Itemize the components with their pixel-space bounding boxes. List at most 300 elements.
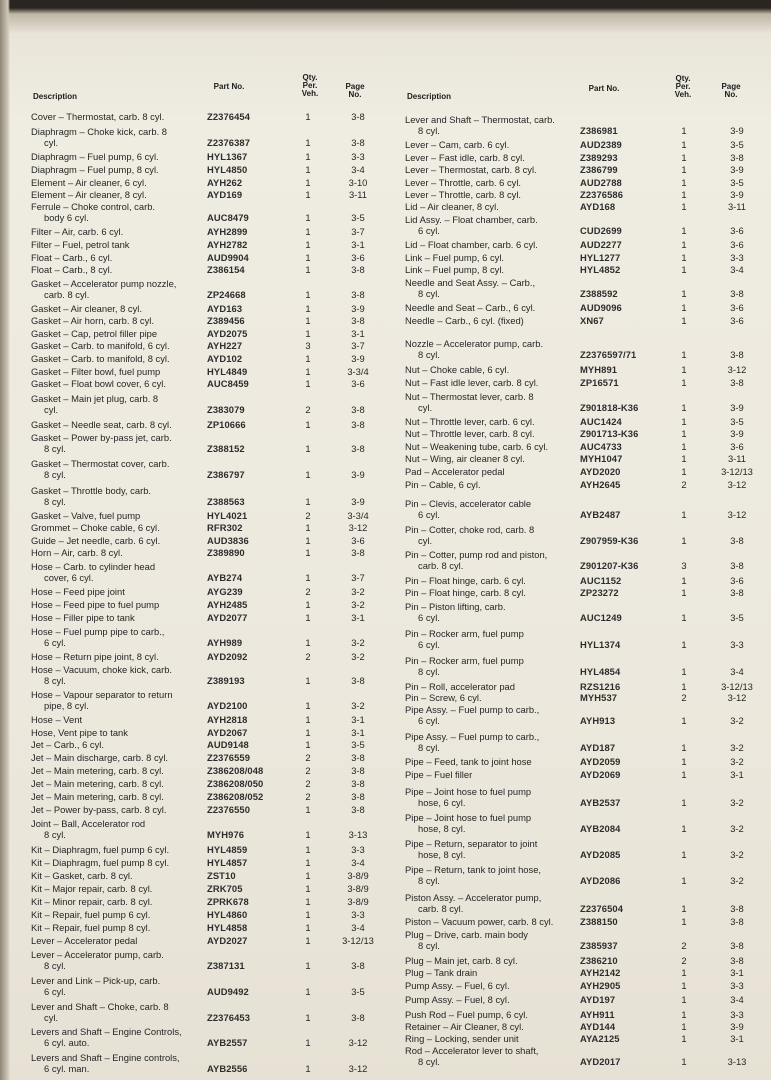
part-number: HYL4857 [207, 857, 248, 868]
page-number: 3-1 [351, 714, 365, 725]
description-text: Gasket – Carb. to manifold, 6 cyl. [31, 340, 170, 351]
description-continuation: 6 cyl. [418, 509, 440, 520]
part-number: AYD197 [580, 994, 616, 1005]
part-number: HYL1374 [580, 639, 621, 650]
quantity-per-vehicle: 1 [305, 1037, 311, 1048]
description-text: Nut – Thermostat lever, carb. 8 [405, 391, 534, 402]
part-number: HYL4021 [207, 510, 248, 521]
part-number: AYB274 [207, 572, 243, 583]
quantity-per-vehicle: 1 [305, 226, 311, 237]
description-text: Pipe – Return, separator to joint [405, 838, 538, 849]
quantity-per-vehicle: 2 [305, 778, 311, 789]
description-continuation: carb. 8 cyl. [44, 289, 90, 300]
page-number: 3-12 [727, 364, 747, 375]
description-continuation: cover, 6 cyl. [44, 572, 94, 583]
quantity-per-vehicle: 1 [681, 612, 687, 623]
quantity-per-vehicle: 3 [681, 560, 687, 571]
page-number: 3-8 [730, 587, 744, 598]
description-text: Kit – Diaphragm, fuel pump 6 cyl. [31, 844, 170, 855]
part-number: Z2376453 [207, 1012, 251, 1023]
page-number: 3-8 [351, 111, 365, 122]
quantity-per-vehicle: 1 [305, 177, 311, 188]
description-continuation: cyl. [44, 1012, 59, 1023]
description-text: Link – Fuel pump, 6 cyl. [405, 252, 505, 263]
quantity-per-vehicle: 1 [305, 1012, 311, 1023]
page-number: 3-8 [351, 765, 365, 776]
part-number: AYH2905 [580, 980, 621, 991]
page-number: 3-2 [730, 742, 744, 753]
description-text: Kit – Repair, fuel pump 6 cyl. [31, 909, 151, 920]
description-text: Pin – Cable, 6 cyl. [405, 479, 481, 490]
description-continuation: carb. 8 cyl. [418, 560, 464, 571]
quantity-per-vehicle: 1 [305, 986, 311, 997]
quantity-per-vehicle: 1 [681, 152, 687, 163]
page-number: 3-4 [351, 857, 365, 868]
part-number: AYD144 [580, 1021, 616, 1032]
page-number: 3-1 [351, 727, 365, 738]
quantity-per-vehicle: 1 [305, 804, 311, 815]
part-number: Z2376586 [580, 189, 624, 200]
part-number: AYD2059 [580, 756, 621, 767]
quantity-per-vehicle: 1 [681, 823, 687, 834]
description-text: Element – Air cleaner, 6 cyl. [31, 177, 147, 188]
page-number: 3-8 [730, 916, 744, 927]
description-text: Lever – Thermostat, carb. 8 cyl. [405, 164, 537, 175]
description-continuation: 6 cyl. [418, 639, 440, 650]
description-continuation: 8 cyl. [418, 288, 440, 299]
page-number: 3-11 [348, 189, 368, 200]
part-number: AUD2277 [580, 239, 622, 250]
quantity-per-vehicle: 1 [681, 264, 687, 275]
quantity-per-vehicle: 1 [305, 212, 311, 223]
description-text: Gasket – Air horn, carb. 8 cyl. [31, 315, 154, 326]
description-text: Gasket – Accelerator pump nozzle, [31, 278, 177, 289]
page-number: 3-2 [351, 599, 365, 610]
quantity-per-vehicle: 1 [681, 575, 687, 586]
quantity-per-vehicle: 1 [681, 416, 687, 427]
quantity-per-vehicle: 2 [305, 791, 311, 802]
page-number: 3-3 [730, 980, 744, 991]
part-number: ZP16571 [580, 377, 619, 388]
part-number: Z2376387 [207, 137, 251, 148]
quantity-per-vehicle: 1 [681, 428, 687, 439]
page-number: 3-4 [730, 994, 744, 1005]
page-number: 3-12/13 [342, 935, 374, 946]
part-number: AUD2389 [580, 139, 622, 150]
description-text: Gasket – Main jet plug, carb. 8 [31, 393, 159, 404]
description-text: Plug – Main jet, carb. 8 cyl. [405, 955, 518, 966]
page-number: 3-9 [730, 1021, 744, 1032]
page-number: 3-8 [730, 955, 744, 966]
description-text: Levers and Shaft – Engine Controls, [31, 1026, 182, 1037]
description-text: Link – Fuel pump, 8 cyl. [405, 264, 505, 275]
quantity-per-vehicle: 2 [681, 479, 687, 490]
page-number: 3-8 [730, 349, 744, 360]
part-number: AYH2142 [580, 967, 621, 978]
description-continuation: 6 cyl. [44, 637, 66, 648]
description-text: Pipe – Feed, tank to joint hose [405, 756, 532, 767]
page-number: 3-8/9 [347, 870, 369, 881]
page-number: 3-12/13 [721, 681, 753, 692]
part-number: HYL4860 [207, 909, 248, 920]
description-text: Gasket – Carb. to manifold, 8 cyl. [31, 353, 170, 364]
description-text: Jet – Carb., 6 cyl. [31, 739, 104, 750]
part-number: Z387131 [207, 960, 245, 971]
part-number: Z901818-K36 [580, 402, 639, 413]
description-text: Hose – Vent [31, 714, 83, 725]
quantity-per-vehicle: 1 [305, 612, 311, 623]
page-number: 3-1 [351, 239, 365, 250]
part-number: AYD168 [580, 201, 616, 212]
part-number: Z388563 [207, 496, 245, 507]
description-text: Pin – Piston lifting, carb. [405, 601, 506, 612]
part-number: MYH976 [207, 829, 245, 840]
quantity-per-vehicle: 2 [681, 940, 687, 951]
part-number: AYB2487 [580, 509, 621, 520]
quantity-per-vehicle: 1 [305, 496, 311, 507]
page-number: 3-12 [348, 1063, 368, 1074]
description-text: Lever – Throttle, carb. 6 cyl. [405, 177, 522, 188]
quantity-per-vehicle: 1 [305, 844, 311, 855]
part-number: ZP23272 [580, 587, 619, 598]
description-continuation: cyl. [418, 402, 433, 413]
header-description: Description [33, 92, 78, 101]
description-continuation: 8 cyl. [418, 666, 440, 677]
quantity-per-vehicle: 1 [681, 535, 687, 546]
part-number: Z389193 [207, 675, 245, 686]
description-text: Lever and Shaft – Thermostat, carb. [405, 114, 555, 125]
part-number: HYL4850 [207, 164, 248, 175]
page-number: 3-9 [730, 125, 744, 136]
part-number: AUC8459 [207, 378, 249, 389]
description-text: Pump Assy. – Fuel, 6 cyl. [405, 980, 510, 991]
quantity-per-vehicle: 1 [681, 453, 687, 464]
part-number: AYB2556 [207, 1063, 248, 1074]
part-number: Z386208/050 [207, 778, 264, 789]
description-text: Guide – Jet needle, carb. 6 cyl. [31, 535, 161, 546]
description-text: Needle and Seat Assy. – Carb., [405, 277, 536, 288]
page-number: 3-5 [730, 177, 744, 188]
page-number: 3-3/4 [347, 366, 369, 377]
description-continuation: 8 cyl. [44, 829, 66, 840]
parts-column-left [31, 0, 376, 1080]
description-text: Hose – Carb. to cylinder head [31, 561, 156, 572]
description-continuation: hose, 6 cyl. [418, 797, 466, 808]
page-number: 3-5 [730, 416, 744, 427]
part-number: AYG239 [207, 586, 243, 597]
part-number: Z388150 [580, 916, 618, 927]
part-number: AYB2084 [580, 823, 621, 834]
quantity-per-vehicle: 1 [305, 419, 311, 430]
description-continuation: 6 cyl. [418, 225, 440, 236]
part-number: Z386208/052 [207, 791, 264, 802]
page-number: 3-6 [351, 535, 365, 546]
quantity-per-vehicle: 1 [681, 849, 687, 860]
header-qty-per-veh: Qty. Per. Veh. [674, 74, 692, 99]
description-continuation: 8 cyl. [418, 940, 440, 951]
quantity-per-vehicle: 1 [681, 1033, 687, 1044]
quantity-per-vehicle: 1 [681, 239, 687, 250]
part-number: HYL4852 [580, 264, 621, 275]
page-number: 3-5 [730, 612, 744, 623]
part-number: AYA2125 [580, 1033, 620, 1044]
description-text: Gasket – Needle seat, carb. 8 cyl. [31, 419, 172, 430]
page-number: 3-8 [730, 903, 744, 914]
description-text: Hose – Vacuum, choke kick, carb. [31, 664, 173, 675]
description-continuation: 8 cyl. [44, 469, 66, 480]
page-number: 3-8 [351, 804, 365, 815]
page-number: 3-8 [730, 535, 744, 546]
part-number: Z385937 [580, 940, 618, 951]
part-number: AYD2020 [580, 466, 621, 477]
part-number: AYB2557 [207, 1037, 248, 1048]
quantity-per-vehicle: 1 [305, 922, 311, 933]
quantity-per-vehicle: 1 [681, 916, 687, 927]
part-number: AYD102 [207, 353, 243, 364]
quantity-per-vehicle: 1 [305, 535, 311, 546]
description-text: Plug – Tank drain [405, 967, 478, 978]
description-text: Joint – Ball, Accelerator rod [31, 818, 146, 829]
page-number: 3-4 [730, 264, 744, 275]
description-continuation: 8 cyl. [44, 675, 66, 686]
part-number: AYD2085 [580, 849, 621, 860]
quantity-per-vehicle: 1 [305, 328, 311, 339]
page-number: 3-9 [351, 303, 365, 314]
page-number: 3-12/13 [721, 466, 753, 477]
description-text: Diaphragm – Fuel pump, 8 cyl. [31, 164, 159, 175]
part-number: AYD169 [207, 189, 243, 200]
description-text: Jet – Power by-pass, carb. 8 cyl. [31, 804, 167, 815]
page-number: 3-5 [351, 739, 365, 750]
description-continuation: 8 cyl. [418, 875, 440, 886]
description-text: Kit – Minor repair, carb. 8 cyl. [31, 896, 153, 907]
description-text: Pin – Rocker arm, fuel pump [405, 628, 524, 639]
page-number: 3-2 [730, 823, 744, 834]
description-text: Needle – Carb., 6 cyl. (fixed) [405, 315, 524, 326]
quantity-per-vehicle: 1 [305, 960, 311, 971]
quantity-per-vehicle: 1 [681, 994, 687, 1005]
description-text: Hose – Feed pipe joint [31, 586, 125, 597]
description-text: Ring – Locking, sender unit [405, 1033, 519, 1044]
part-number: Z389890 [207, 547, 245, 558]
part-number: Z388592 [580, 288, 618, 299]
part-number: AYH2782 [207, 239, 248, 250]
quantity-per-vehicle: 1 [305, 151, 311, 162]
part-number: ZST10 [207, 870, 236, 881]
part-number: AYD187 [580, 742, 616, 753]
description-continuation: 8 cyl. [418, 349, 440, 360]
description-text: Hose – Vapour separator to return [31, 689, 173, 700]
quantity-per-vehicle: 1 [681, 402, 687, 413]
part-number: MYH891 [580, 364, 618, 375]
page-number: 3-6 [730, 575, 744, 586]
page-number: 3-8 [351, 752, 365, 763]
page-number: 3-6 [730, 225, 744, 236]
part-number: MYH1047 [580, 453, 623, 464]
description-text: Needle and Seat – Carb., 6 cyl. [405, 302, 536, 313]
page-number: 3-7 [351, 340, 365, 351]
page-number: 3-3 [730, 639, 744, 650]
page-number: 3-2 [351, 700, 365, 711]
description-text: Gasket – Filter bowl, fuel pump [31, 366, 161, 377]
page-number: 3-4 [730, 666, 744, 677]
header-page-no: Page No. [345, 82, 365, 99]
quantity-per-vehicle: 1 [305, 829, 311, 840]
quantity-per-vehicle: 1 [305, 264, 311, 275]
part-number: HYL1277 [580, 252, 621, 263]
quantity-per-vehicle: 1 [681, 509, 687, 520]
description-continuation: carb. 8 cyl. [418, 903, 464, 914]
page-number: 3-8/9 [347, 883, 369, 894]
description-text: Filter – Fuel, petrol tank [31, 239, 130, 250]
description-text: Gasket – Thermostat cover, carb. [31, 458, 170, 469]
description-text: Pipe – Return, tank to joint hose, [405, 864, 542, 875]
page-number: 3-2 [730, 849, 744, 860]
quantity-per-vehicle: 1 [681, 189, 687, 200]
description-text: Nut – Wing, air cleaner 8 cyl. [405, 453, 525, 464]
description-text: Pin – Cotter, pump rod and piston, [405, 549, 548, 560]
page-number: 3-1 [730, 1033, 744, 1044]
description-text: Diaphragm – Choke kick, carb. 8 [31, 126, 167, 137]
quantity-per-vehicle: 1 [305, 289, 311, 300]
page-number: 3-8 [730, 377, 744, 388]
part-number: Z2376597/71 [580, 349, 637, 360]
description-text: Pipe Assy. – Fuel pump to carb., [405, 731, 540, 742]
quantity-per-vehicle: 1 [305, 164, 311, 175]
quantity-per-vehicle: 1 [681, 1056, 687, 1067]
page-number: 3-2 [351, 637, 365, 648]
description-continuation: 8 cyl. [44, 443, 66, 454]
part-number: AYD2069 [580, 769, 621, 780]
part-number: Z389456 [207, 315, 245, 326]
quantity-per-vehicle: 1 [681, 681, 687, 692]
quantity-per-vehicle: 2 [305, 404, 311, 415]
quantity-per-vehicle: 1 [305, 637, 311, 648]
quantity-per-vehicle: 1 [305, 727, 311, 738]
part-number: AYH989 [207, 637, 243, 648]
part-number: AYD2092 [207, 651, 248, 662]
part-number: Z388152 [207, 443, 245, 454]
description-text: Nut – Weakening tube, carb. 6 cyl. [405, 441, 549, 452]
description-continuation: pipe, 8 cyl. [44, 700, 89, 711]
description-text: Gasket – Air cleaner, 8 cyl. [31, 303, 142, 314]
description-text: Lever and Shaft – Choke, carb. 8 [31, 1001, 169, 1012]
part-number: AYH2899 [207, 226, 248, 237]
page-number: 3-8 [730, 152, 744, 163]
page-number: 3-3/4 [347, 510, 369, 521]
quantity-per-vehicle: 1 [305, 909, 311, 920]
quantity-per-vehicle: 1 [681, 125, 687, 136]
part-number: Z386981 [580, 125, 618, 136]
description-text: Pin – Rocker arm, fuel pump [405, 655, 524, 666]
page-number: 3-12 [727, 692, 747, 703]
description-text: Nozzle – Accelerator pump, carb. [405, 338, 544, 349]
quantity-per-vehicle: 2 [681, 692, 687, 703]
quantity-per-vehicle: 1 [305, 675, 311, 686]
page-number: 3-7 [351, 226, 365, 237]
quantity-per-vehicle: 1 [305, 239, 311, 250]
description-text: Filter – Air, carb. 6 cyl. [31, 226, 124, 237]
quantity-per-vehicle: 1 [681, 1021, 687, 1032]
page-number: 3-3 [351, 909, 365, 920]
page-number: 3-4 [351, 164, 365, 175]
page-number: 3-1 [730, 769, 744, 780]
quantity-per-vehicle: 1 [681, 349, 687, 360]
description-text: Pin – Float hinge, carb. 6 cyl. [405, 575, 526, 586]
description-text: Gasket – Float bowl cover, 6 cyl. [31, 378, 166, 389]
description-continuation: cyl. [418, 535, 433, 546]
description-continuation: 8 cyl. [418, 742, 440, 753]
description-text: Retainer – Air Cleaner, 8 cyl. [405, 1021, 524, 1032]
page-number: 3-2 [730, 756, 744, 767]
page-number: 3-8 [730, 288, 744, 299]
quantity-per-vehicle: 1 [305, 353, 311, 364]
page-number: 3-8/9 [347, 896, 369, 907]
quantity-per-vehicle: 1 [305, 739, 311, 750]
quantity-per-vehicle: 1 [305, 315, 311, 326]
description-text: Hose – Feed pipe to fuel pump [31, 599, 160, 610]
part-number: HYL4858 [207, 922, 248, 933]
description-text: Pin – Roll, accelerator pad [405, 681, 515, 692]
page-number: 3-3 [730, 1009, 744, 1020]
description-text: Pin – Clevis, accelerator cable [405, 498, 532, 509]
page-number: 3-6 [730, 302, 744, 313]
page-number: 3-9 [351, 469, 365, 480]
part-number: AUC1152 [580, 575, 622, 586]
page-number: 3-8 [351, 1012, 365, 1023]
page-number: 3-8 [351, 289, 365, 300]
quantity-per-vehicle: 1 [305, 1063, 311, 1074]
description-text: Hose – Fuel pump pipe to carb., [31, 626, 165, 637]
description-text: Levers and Shaft – Engine controls, [31, 1052, 180, 1063]
page-number: 3-6 [730, 441, 744, 452]
part-number: AYH913 [580, 715, 616, 726]
description-text: Pipe – Joint hose to fuel pump [405, 786, 532, 797]
description-continuation: 8 cyl. [418, 125, 440, 136]
quantity-per-vehicle: 1 [305, 700, 311, 711]
page-number: 3-2 [730, 875, 744, 886]
part-number: XN67 [580, 315, 604, 326]
part-number: AUC1424 [580, 416, 622, 427]
header-part-no: Part No. [213, 82, 245, 91]
part-number: AUD9148 [207, 739, 249, 750]
part-number: HYL4854 [580, 666, 621, 677]
quantity-per-vehicle: 1 [681, 288, 687, 299]
quantity-per-vehicle: 1 [681, 252, 687, 263]
page-number: 3-3 [730, 252, 744, 263]
page-number: 3-13 [727, 1056, 747, 1067]
page-number: 3-6 [351, 252, 365, 263]
quantity-per-vehicle: 1 [681, 875, 687, 886]
description-text: Push Rod – Fuel pump, 6 cyl. [405, 1009, 528, 1020]
page-number: 3-2 [730, 715, 744, 726]
part-number: HYL1367 [207, 151, 248, 162]
part-number: AYD2075 [207, 328, 248, 339]
quantity-per-vehicle: 2 [305, 765, 311, 776]
description-continuation: 8 cyl. [44, 496, 66, 507]
page-number: 3-11 [727, 201, 747, 212]
part-number: AUC1249 [580, 612, 622, 623]
page-number: 3-4 [351, 922, 365, 933]
part-number: ZP10666 [207, 419, 246, 430]
description-text: Piston – Vacuum power, carb. 8 cyl. [405, 916, 554, 927]
part-number: Z2376550 [207, 804, 251, 815]
quantity-per-vehicle: 1 [305, 857, 311, 868]
page-number: 3-8 [351, 315, 365, 326]
description-text: Plug – Drive, carb. main body [405, 929, 528, 940]
description-text: Pin – Cotter, choke rod, carb. 8 [405, 524, 535, 535]
part-number: RFR302 [207, 522, 243, 533]
